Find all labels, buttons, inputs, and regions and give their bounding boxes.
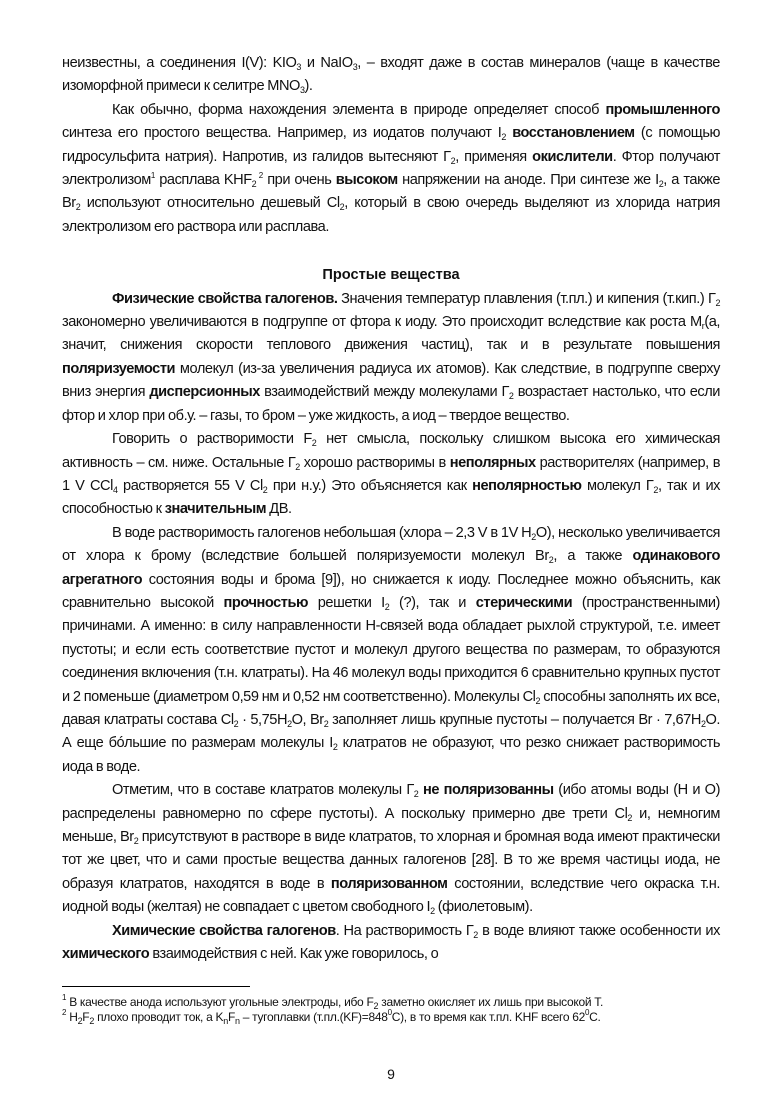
paragraph bbox=[62, 288, 720, 428]
text-run: . Фтор получают электролизом bbox=[62, 148, 721, 189]
text-run: и, немногим меньше, Br bbox=[62, 805, 720, 845]
text-run: молекул (из-за увеличения радиуса их атомов). Как следствие, в подгруппе сверху вниз энергия bbox=[62, 360, 720, 401]
superscript: 1 bbox=[150, 171, 155, 181]
text-run: неизвестны, а соединения I(V): KIO bbox=[62, 55, 297, 71]
subscript: 3 bbox=[296, 62, 301, 72]
subscript: 2 bbox=[473, 929, 478, 940]
text-run: . На растворимость Г bbox=[335, 922, 474, 939]
subscript: r bbox=[701, 321, 705, 332]
text-run: и NaIO bbox=[300, 55, 353, 71]
text-run: , а также bbox=[553, 548, 633, 565]
text-run: клатратов не образуют, что резко снижает растворимость иода в воде. bbox=[62, 735, 721, 775]
text-run: F bbox=[82, 1010, 90, 1025]
text-run: закономерно увеличиваются в подгруппе от фтора к иоду. Это происходит вследствие как роста M bbox=[62, 314, 702, 331]
text-run: (с помощью гидросульфита натрия). Напротив, из галидов вытесняют Г bbox=[62, 125, 720, 165]
subscript: 2 bbox=[413, 789, 419, 800]
text-run: O, Br bbox=[291, 711, 324, 728]
text-run: H bbox=[66, 1010, 78, 1025]
subscript: 2 bbox=[531, 531, 536, 542]
text-run: ДВ. bbox=[266, 501, 292, 518]
text-run: ). bbox=[304, 78, 313, 95]
text-run: плохо проводит ток, а K bbox=[94, 1010, 224, 1025]
bold-term: не поляризованны bbox=[423, 782, 554, 799]
subscript: n bbox=[234, 1016, 240, 1027]
text-run: возрастает настолько, что если фтор и хлор при об.у. – газы, то бром – уже жидкость, а иод – твердое вещество. bbox=[62, 384, 721, 424]
text-run: синтеза его простого вещества. Например, из иодатов получают I bbox=[62, 125, 502, 142]
bold-term: дисперсионных bbox=[149, 384, 260, 401]
footnote bbox=[62, 1010, 742, 1025]
text-run: при очень bbox=[262, 172, 336, 189]
footnote bbox=[62, 995, 742, 1010]
superscript: 0 bbox=[585, 1008, 590, 1018]
bold-term: прочностью bbox=[223, 594, 309, 611]
subscript: 2 bbox=[450, 155, 456, 166]
text-run: · 5,75H bbox=[238, 711, 288, 728]
section-heading: Простые вещества bbox=[322, 267, 460, 284]
paragraph bbox=[62, 99, 720, 239]
subscript: 3 bbox=[352, 62, 358, 72]
bold-term: промышленного bbox=[605, 101, 720, 118]
text-run: напряжении на аноде. При синтезе же I bbox=[397, 172, 659, 189]
bold-term: высоком bbox=[335, 172, 398, 189]
text-run: заполняет лишь крупные пустоты – получается Br · 7,67H bbox=[328, 711, 701, 728]
text-run: C. bbox=[589, 1010, 601, 1025]
text-run: нет смысла, поскольку слишком высока его химическая активность – см. ниже. Остальные Г bbox=[62, 431, 720, 471]
text-run: растворяется 55 V Cl bbox=[117, 477, 263, 494]
bold-term: поляризуемости bbox=[62, 360, 176, 377]
superscript: 2 bbox=[256, 171, 263, 181]
text-run: F bbox=[227, 1010, 235, 1025]
subscript: n bbox=[223, 1016, 228, 1027]
page-number: 9 bbox=[387, 1066, 395, 1083]
text-run: , который в свою очередь выделяют из хлорида натрия электролизом его раствора или расплава. bbox=[62, 195, 720, 235]
subscript: 2 bbox=[323, 718, 329, 729]
text-run: молекул Г bbox=[581, 477, 654, 494]
text-run: Отметим, что в составе клатратов молекулы Г bbox=[112, 782, 414, 799]
paragraph bbox=[62, 779, 720, 919]
subscript: 2 bbox=[548, 555, 554, 566]
text-run: при н.у.) Это объясняется как bbox=[267, 477, 473, 494]
bold-term: Химические свойства галогенов bbox=[112, 922, 336, 939]
subscript: 2 bbox=[653, 484, 658, 495]
paragraph bbox=[62, 920, 720, 967]
main-text bbox=[62, 52, 720, 966]
text-run: растворителях (например, в 1 V CCl bbox=[62, 454, 720, 494]
superscript: 0 bbox=[387, 1008, 392, 1018]
text-run: O. А еще бóльшие по размерам молекулы I bbox=[62, 711, 721, 752]
subscript: 2 bbox=[430, 906, 435, 917]
text-run: (пространственными) причинами. А именно: в силу направленности Н-связей вода обладает рыхлой структурой, т.е. имеет пустоты; и если есть соответствие пустот и молекул другого вещества по размерам, то образуются соединения включения (т.н. клатраты). На 46 молекул воды приходится 6 сравнительно крупных пустот и 2 поменьше (диаметром 0,59 нм и 0,52 нм соответственно). Молекулы Cl bbox=[62, 594, 720, 705]
text-run: Значения температур плавления (т.пл.) и кипения (т.кип.) Г bbox=[337, 290, 716, 307]
text-run: В качестве анода используют угольные электроды, ибо F bbox=[66, 995, 374, 1010]
text-run: Как обычно, форма нахождения элемента в природе определяет способ bbox=[112, 101, 606, 118]
paragraph bbox=[62, 428, 720, 522]
text-run: , так и их способностью к bbox=[62, 477, 720, 518]
text-run: расплава KHF bbox=[154, 172, 252, 189]
superscript: 2 bbox=[62, 1008, 67, 1018]
bold-term: одинакового агрегатного bbox=[62, 548, 720, 588]
text-run: , – входят даже в состав минералов (чаще в качестве изоморфной примеси к селитре MNO bbox=[62, 55, 720, 95]
subscript: 2 bbox=[295, 461, 300, 472]
spacer bbox=[62, 966, 720, 986]
text-run: В воде растворимость галогенов небольшая (хлора – 2,3 V в 1V H bbox=[112, 524, 532, 541]
subscript: 2 bbox=[535, 695, 541, 706]
footnote-divider bbox=[62, 986, 250, 987]
subscript: 2 bbox=[715, 297, 720, 308]
text-run: , применяя bbox=[455, 148, 533, 165]
text-run: состояния воды и брома [9]), но снижается к иоду. Последнее можно объяснить, как сравнительно высокой bbox=[62, 571, 720, 611]
subscript: 3 bbox=[299, 85, 305, 96]
bold-term: неполярных bbox=[449, 454, 536, 471]
subscript: 2 bbox=[251, 179, 257, 190]
text-run: способны заполнять их все, давая клатраты состава Cl bbox=[62, 688, 720, 728]
paragraph bbox=[62, 522, 720, 779]
text-run: присутствуют в растворе в виде клатратов, то хлорная и бромная вода имеют практически тот же цвет, что и сами простые вещества данных галогенов [28]. В то же время частицы иода, не образуя клатратов, находятся в воде в bbox=[62, 829, 721, 892]
text-run: в воде влияют также особенности их bbox=[477, 922, 720, 939]
text-run: состоянии, вследствие чего окраска т.н. иодной воды (желтая) не совпадает с цветом свободного I bbox=[62, 875, 720, 916]
subscript: 2 bbox=[508, 391, 514, 402]
footnotes bbox=[62, 995, 742, 1025]
text-run: заметно окисляет их лишь при высокой T. bbox=[378, 995, 604, 1010]
subscript: 4 bbox=[112, 484, 118, 495]
text-run: (?), так и bbox=[389, 594, 476, 611]
text-run: (ибо атомы воды (H и O) распределены равномерно по сфере пустоты). А поскольку примерно две трети Cl bbox=[62, 782, 720, 822]
bold-term: стерическими bbox=[475, 594, 573, 611]
subscript: 2 bbox=[339, 202, 345, 213]
text-run: (фиолетовым). bbox=[434, 899, 533, 916]
text-run: C), в то время как т.пл. KHF всего 62 bbox=[391, 1010, 586, 1025]
subscript: 2 bbox=[627, 812, 632, 823]
text-run: хорошо растворимы в bbox=[299, 454, 450, 471]
bold-term: окислители bbox=[532, 148, 613, 165]
subscript: 2 bbox=[700, 718, 706, 729]
subscript: 2 bbox=[384, 601, 390, 612]
bold-term: неполярностью bbox=[472, 477, 582, 494]
bold-term: значительным bbox=[164, 501, 267, 518]
bold-term: химического bbox=[62, 946, 150, 963]
subscript: 2 bbox=[658, 179, 664, 190]
paragraph bbox=[62, 52, 720, 99]
subscript: 2 bbox=[75, 202, 81, 213]
text-run: взаимодействия с ней. Как уже говорилось, о bbox=[149, 946, 439, 963]
subscript: 2 bbox=[501, 132, 506, 143]
subscript: 2 bbox=[287, 718, 292, 729]
subscript: 2 bbox=[262, 484, 268, 495]
text-run: – тугоплавки (т.пл.(KF)=848 bbox=[239, 1010, 388, 1025]
bold-term: восстановлением bbox=[512, 125, 635, 142]
bold-term: Физические свойства галогенов. bbox=[112, 290, 338, 307]
text-run: решетки I bbox=[308, 594, 385, 611]
subscript: 2 bbox=[332, 742, 338, 753]
text-run: Говорить о растворимости F bbox=[112, 431, 312, 448]
subscript: 2 bbox=[311, 438, 317, 449]
text-run: (а, значит, снижения скорости теплового движения частиц), так и в результате повышения bbox=[62, 314, 720, 354]
subscript: 2 bbox=[233, 718, 239, 729]
superscript: 1 bbox=[62, 993, 67, 1003]
text-run: , а также Br bbox=[62, 172, 720, 212]
bold-term: поляризованном bbox=[330, 875, 448, 892]
text-run: взаимодействий между молекулами Г bbox=[259, 384, 509, 401]
text-run: используют относительно дешевый Cl bbox=[80, 195, 340, 212]
subscript: 2 bbox=[77, 1016, 83, 1027]
subscript: 2 bbox=[373, 1001, 379, 1012]
subscript: 2 bbox=[133, 836, 139, 846]
text-run: O), несколько увеличивается от хлора к брому (вследствие большей поляризуемости молекул Br bbox=[62, 524, 721, 565]
subscript: 2 bbox=[89, 1016, 95, 1027]
